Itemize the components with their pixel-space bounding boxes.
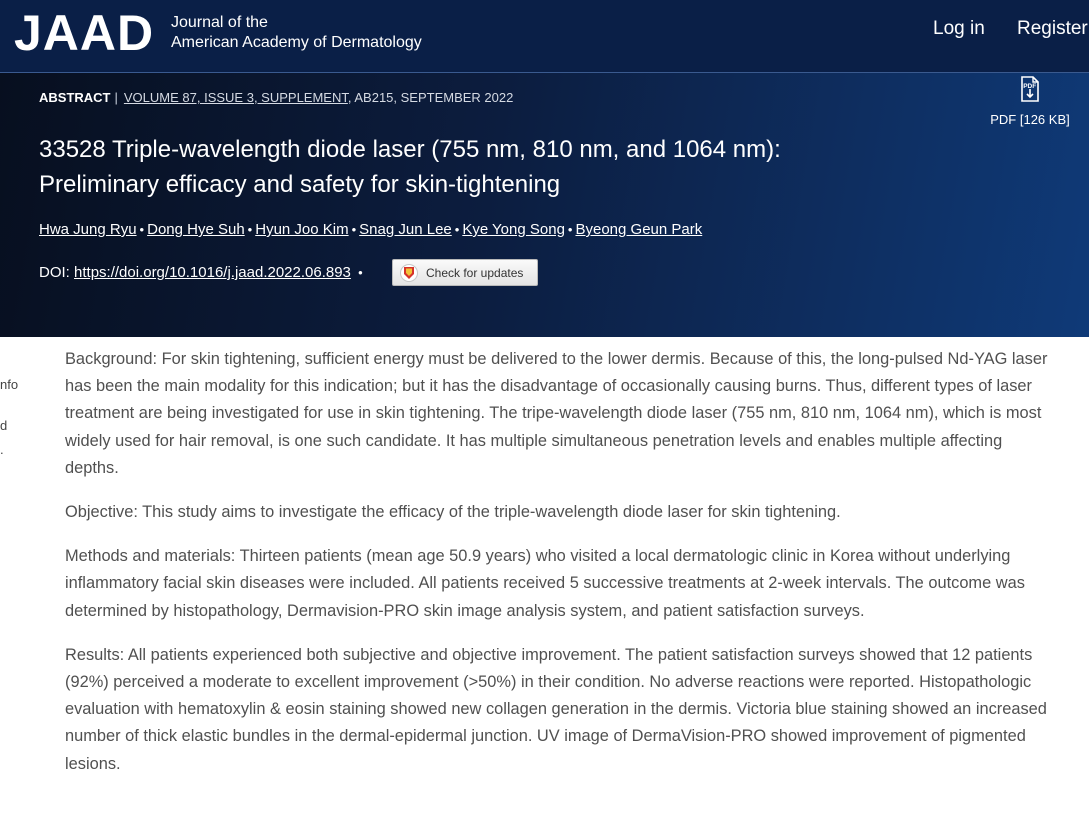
- author-link[interactable]: Hwa Jung Ryu: [39, 221, 137, 238]
- sidebar-fragment[interactable]: d: [0, 418, 8, 433]
- jaad-logo[interactable]: JAAD: [14, 5, 155, 61]
- objective-paragraph: Objective: This study aims to investigate the efficacy of the triple-wavelength diode laser for skin tightening.: [65, 503, 841, 522]
- methods-paragraph: Methods and materials: Thirteen patients (mean age 50.9 years) who visited a local dermatologic clinic in Korea without underlying inflammatory facial skin diseases were included. All patients received 5 successive treatments at 2-week intervals. The outcome was determined by histopathology, Dermavision-PRO skin image analysis system, and patient satisfaction surveys.: [65, 547, 1025, 620]
- sidebar-fragment: .: [0, 442, 4, 457]
- results-paragraph: Results: All patients experienced both subjective and objective improvement. The patient satisfaction surveys showed that 12 patients (92%) perceived a moderate to excellent improvement (>50%) in their condition. No adverse reactions were reported. Histopathologic evaluation with hematoxylin & eosin staining showed new collagen generation in the dermis. Victoria blue staining showed an increased number of thick elastic bundles in the dermal-epidermal junction. UV image of DermaVision-PRO showed improvement of pigmented lesions.: [65, 645, 1047, 773]
- article-meta: [39, 90, 513, 105]
- issue-details: , AB215, SEPTEMBER 2022: [347, 90, 514, 105]
- register-link[interactable]: Register: [1017, 18, 1088, 39]
- author-separator: •: [139, 222, 145, 237]
- background-paragraph: Background: For skin tightening, sufficient energy must be delivered to the lower dermis. Because of this, the long-pulsed Nd-YAG laser has been the main modality for this indication; but it has the disadvantage of occasionally causing burns. Thus, different types of laser treatment are being investigated for use in skin tightening. The tripe-wavelength diode laser (755 nm, 810 nm, 1064 nm), which is most widely used for hair removal, is one such candidate. It has multiple simultaneous penetration levels and enables multiple affecting depths.: [65, 350, 1048, 477]
- author-list: [39, 221, 702, 238]
- check-for-updates-label: Check for updates: [426, 266, 524, 280]
- author-separator: •: [567, 222, 573, 237]
- doi-link[interactable]: https://doi.org/10.1016/j.jaad.2022.06.893: [74, 264, 351, 281]
- author-separator: •: [454, 222, 460, 237]
- article-type: ABSTRACT: [39, 90, 111, 105]
- journal-name-line2: American Academy of Dermatology: [171, 34, 422, 51]
- author-link[interactable]: Snag Jun Lee: [359, 221, 452, 238]
- journal-name-line1: Journal of the: [171, 14, 268, 31]
- svg-text:PDF: PDF: [1023, 83, 1037, 90]
- meta-separator: |: [114, 90, 118, 105]
- author-link[interactable]: Hyun Joo Kim: [255, 221, 349, 238]
- doi-row: [39, 264, 366, 281]
- login-link[interactable]: Log in: [933, 18, 985, 39]
- volume-link[interactable]: VOLUME 87, ISSUE 3, SUPPLEMENT: [123, 90, 348, 105]
- author-link[interactable]: Byeong Geun Park: [575, 221, 703, 238]
- author-link[interactable]: Kye Yong Song: [462, 221, 565, 238]
- pdf-icon: [1020, 76, 1040, 107]
- article-title: 33528 Triple-wavelength diode laser (755 nm, 810 nm, and 1064 nm): Preliminary efficacy and safety for skin-tightening: [39, 136, 781, 198]
- check-for-updates-button[interactable]: [392, 259, 538, 286]
- doi-separator: •: [358, 265, 363, 280]
- abstract-body: [65, 346, 1055, 795]
- crossmark-icon: [400, 264, 418, 285]
- sidebar-fragment[interactable]: nfo: [0, 377, 19, 392]
- site-header: [0, 0, 1089, 72]
- author-link[interactable]: Dong Hye Suh: [147, 221, 245, 238]
- author-separator: •: [351, 222, 357, 237]
- journal-name[interactable]: [171, 13, 422, 53]
- article-hero: [0, 73, 1089, 337]
- author-separator: •: [247, 222, 253, 237]
- doi-label: DOI:: [39, 264, 70, 281]
- pdf-label: PDF [126 KB]: [990, 112, 1070, 127]
